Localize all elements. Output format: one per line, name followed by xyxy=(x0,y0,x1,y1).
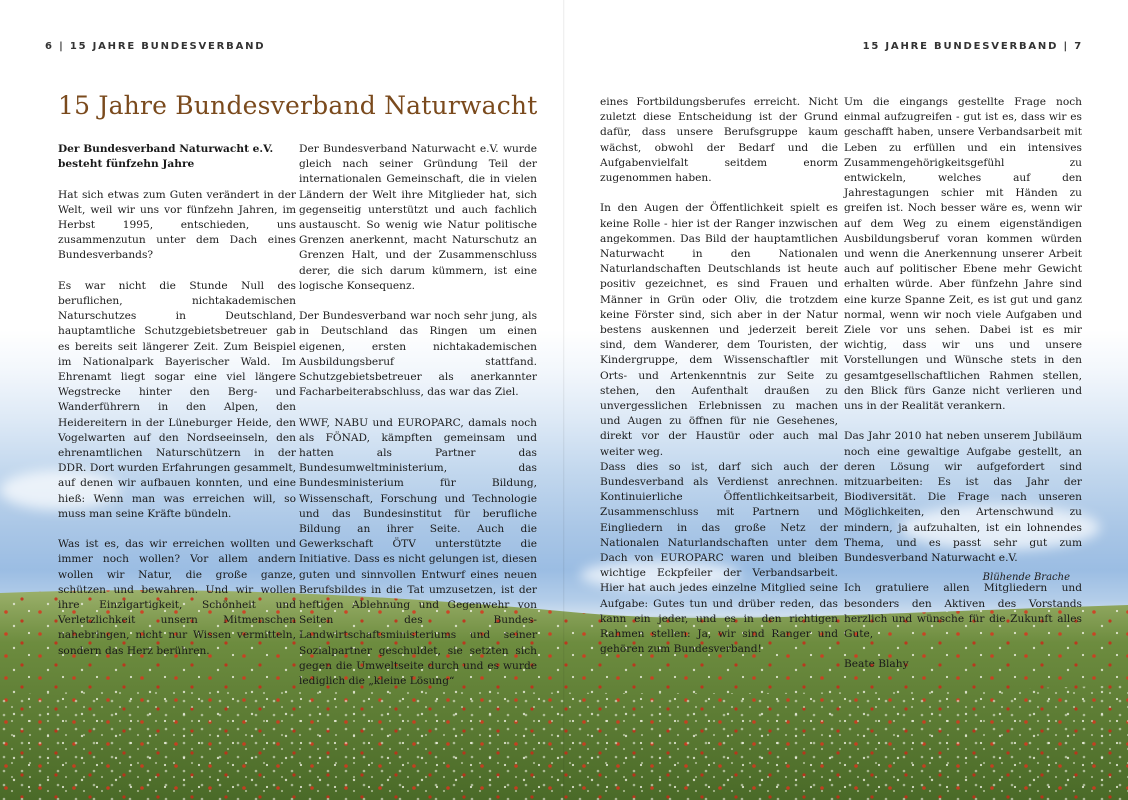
page-number-left: 6 xyxy=(45,41,54,52)
header-separator: | xyxy=(1063,41,1069,52)
body-paragraph: Ich gratuliere allen Mitgliedern und besonders den Aktiven des Vorstands herzlich und wünsche für die Zukunft alles Gute, xyxy=(844,582,1082,641)
body-paragraph: Was ist es, das wir erreichen wollten und immer noch wollen? Vor allem andern wollen wir Natur, die große ganze, schützen und bewahren. Und wir wollen ihre Einzigartigkeit, Schönheit und Verletzlichkeit unsern Mitmenschen nahebringen, nicht nur Wissen vermitteln, sondern das Herz berühren. xyxy=(58,538,296,657)
lead-line-2: besteht fünfzehn Jahre xyxy=(58,158,195,171)
lead-line-1: Der Bundesverband Naturwacht e.V. xyxy=(58,143,274,155)
body-paragraph: Es war nicht die Stunde Null des beruflichen, nichtakademischen Naturschutzes in Deutschland, hauptamtliche Schutzgebietsbetreuer gab es bereits seit längerer Zeit. Zum Beispiel im Nationalpark Bayerischer Wald. Im Ehrenamt liegt sogar eine viel längere Wegstrecke hinter den Berg- und Wanderführern in den Alpen, den Heidereitern in der Lüneburger Heide, den Vogelwarten auf den Nordseeinseln, den ehrenamtlichen Naturschützern in der DDR. Dort wurden Erfahrungen gesammelt, auf denen wir aufbauen konnten, und eine hieß: Wenn man was erreichen will, so muss man seine Kräfte bündeln. xyxy=(58,279,296,520)
running-header-left xyxy=(45,41,265,52)
body-paragraph: WWF, NABU und EUROPARC, damals noch als FÖNAD, kämpften gemeinsam und hatten als Partner das Bundesumweltministerium, das Bundesministerium für Bildung, Wissenschaft, Forschung und Technologie und das Bundesinstitut für berufliche Bildung an ihrer Seite. Auch die Gewerkschaft ÖTV unterstützte die Initiative. Dass es nicht gelungen ist, diesen guten und sinnvollen Entwurf eines neuen Berufsbildes in die Tat umzusetzen, ist der heftigen Ablehnung und Gegenwehr von Seiten des Bundes-Landwirtschaftsministeriums und seiner Sozialpartner geschuldet, sie setzten sich gegen die Umweltseite durch und es wurde lediglich die „kleine Lösung“ xyxy=(299,416,537,688)
body-paragraph: Dass dies so ist, darf sich auch der Bundesverband als Verdienst anrechnen. Kontinuierliche Öffentlichkeitsarbeit, Zusammenschluss mit Partnern und Eingliedern in das große Netz der Nationalen Naturlandschaften unter dem Dach von EUROPARC waren und bleiben wichtige Eckpfeiler der Verbandsarbeit. Hier hat auch jedes einzelne Mitglied seine Aufgabe: Gutes tun und drüber reden, das kann ein jeder, und es in den richtigen Rahmen stellen: Ja, wir sind Ranger und gehören zum Bundesverband! xyxy=(600,460,838,656)
text-column-4 xyxy=(844,95,1082,688)
body-paragraph: eines Fortbildungsberufes erreicht. Nicht zuletzt diese Entscheidung ist der Grund dafür, dass unsere Berufsgruppe kaum wächst, obwohl der Bedarf und die Aufgabenvielfalt seitdem enorm zugenommen haben. xyxy=(600,96,838,185)
body-paragraph: In den Augen der Öffentlichkeit spielt es keine Rolle - hier ist der Ranger inzwischen angekommen. Das Bild der hauptamtlichen Naturwacht in den Nationalen Naturlandschaften Deutschlands ist heute positiv gezeichnet, es sind Frauen und Männer in Grün oder Oliv, die trotzdem keine Förster sind, sich aber in der Natur bestens auskennen und jederzeit bereit sind, dem Wanderer, dem Touristen, der Kindergruppe, dem Wissenschaftler mit Orts- und Artenkenntnis zur Seite zu stehen, den Aufenthalt draußen zu unvergesslichen Erlebnissen zu machen und Augen zu öffnen für nie Gesehenes, direkt vor der Haustür oder auch mal weiter weg. xyxy=(600,202,838,458)
running-header-right xyxy=(863,41,1083,52)
body-paragraph: Der Bundesverband war noch sehr jung, als in Deutschland das Ringen um einen eigenen, ersten nichtakademischen Ausbildungsberuf stattfand. Schutzgebietsbetreuer als anerkannter Facharbeiterabschluss, das war das Ziel. xyxy=(299,310,537,399)
text-column-1 xyxy=(58,142,296,674)
body-paragraph: Der Bundesverband Naturwacht e.V. wurde gleich nach seiner Gründung Teil der internationalen Gemeinschaft, die in vielen Ländern der Welt ihre Mitglieder hat, sich gegenseitig unterstützt und auch fachlich austauscht. So wenig wie Natur politische Grenzen anerkennt, macht Naturschutz an Grenzen Halt, und der Zusammenschluss derer, die sich darum kümmern, ist eine logische Konsequenz. xyxy=(299,143,537,292)
lead-paragraph xyxy=(58,142,296,172)
header-separator: | xyxy=(59,41,65,52)
body-paragraph: Um die eingangs gestellte Frage noch einmal aufzugreifen - gut ist es, dass wir es geschafft haben, unsere Verbandsarbeit mit Leben zu erfüllen und ein intensives Zusammengehörigkeitsgefühl zu entwickeln, welches auf den Jahrestagungen schier mit Händen zu greifen ist. Noch besser wäre es, wenn wir auf dem Weg zu einem eigenständigen Ausbildungsberuf voran kommen würden und wenn die Anerkennung unserer Arbeit auch auf politischer Ebene mehr Gewicht erhalten würde. Aber fünfzehn Jahre sind eine kurze Spanne Zeit, es ist gut und ganz normal, wenn wir noch viele Aufgaben und Ziele vor uns sehen. Dabei ist es mir wichtig, dass wir uns und unsere Vorstellungen und Wünsche stets in den gesamtgesellschaftlichen Rahmen stellen, den Blick fürs Ganze nicht verlieren und uns in der Realität verankern. xyxy=(844,96,1082,413)
page-gutter xyxy=(563,0,565,800)
author-signature: Beate Blahy xyxy=(844,658,909,671)
running-title-right: 15 JAHRE BUNDESVERBAND xyxy=(862,41,1059,52)
running-title-left: 15 JAHRE BUNDESVERBAND xyxy=(69,41,266,52)
text-column-2 xyxy=(299,142,537,704)
text-column-3 xyxy=(600,95,838,673)
body-paragraph: Das Jahr 2010 hat neben unserem Jubiläum noch eine gewaltige Aufgabe gestellt, an deren Lösung wir aufgefordert sind mitzuarbeiten: Es ist das Jahr der Biodiversität. Die Frage nach unseren Möglichkeiten, den Artenschwund zu mindern, ja aufzuhalten, ist ein lohnendes Thema, und es passt sehr gut zum Bundesverband Naturwacht e.V. xyxy=(844,430,1082,565)
page-number-right: 7 xyxy=(1074,41,1083,52)
body-paragraph: Hat sich etwas zum Guten verändert in der Welt, weil wir uns vor fünfzehn Jahren, im Herbst 1995, entschieden, uns zusammenzutun unter dem Dach eines Bundesverbands? xyxy=(58,188,296,262)
article-title: 15 Jahre Bundesverband Naturwacht xyxy=(58,91,538,120)
image-caption: Blühende Brache xyxy=(982,572,1070,583)
